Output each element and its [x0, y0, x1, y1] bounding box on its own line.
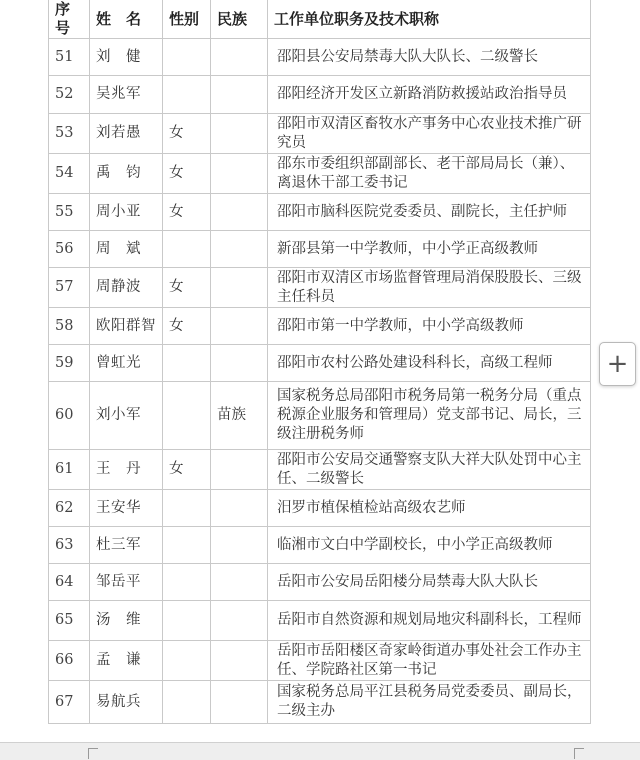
cell-job: 邵阳市双清区市场监督管理局消保股股长、三级主任科员	[268, 268, 591, 308]
cell-ethnicity: 苗族	[211, 382, 268, 450]
cell-job: 邵阳市脑科医院党委委员、副院长，主任护师	[268, 194, 591, 231]
cell-number: 51	[49, 39, 90, 76]
cell-ethnicity	[211, 231, 268, 268]
header-ethnicity: 民族	[211, 0, 268, 39]
cell-job: 岳阳市公安局岳阳楼分局禁毒大队大队长	[268, 564, 591, 601]
cell-number: 55	[49, 194, 90, 231]
cell-gender	[163, 382, 211, 450]
table-row	[49, 268, 591, 308]
table-row	[49, 601, 591, 641]
cell-gender: 女	[163, 194, 211, 231]
cell-name: 刘小军	[90, 382, 163, 450]
cell-name: 汤 维	[90, 601, 163, 641]
table-row	[49, 76, 591, 114]
page-corner-mark-right	[574, 748, 584, 759]
cell-number: 65	[49, 601, 90, 641]
cell-job: 临湘市文白中学副校长，中小学正高级教师	[268, 527, 591, 564]
cell-gender: 女	[163, 154, 211, 194]
cell-job: 国家税务总局平江县税务局党委委员、副局长，二级主办	[268, 681, 591, 724]
cell-ethnicity	[211, 194, 268, 231]
cell-ethnicity	[211, 268, 268, 308]
cell-name: 吴兆军	[90, 76, 163, 114]
add-button[interactable]	[599, 342, 636, 386]
cell-number: 54	[49, 154, 90, 194]
cell-number: 60	[49, 382, 90, 450]
cell-number: 67	[49, 681, 90, 724]
cell-number: 58	[49, 308, 90, 345]
cell-ethnicity	[211, 490, 268, 527]
cell-ethnicity	[211, 76, 268, 114]
cell-gender	[163, 490, 211, 527]
member-table	[48, 0, 591, 724]
table-row	[49, 194, 591, 231]
table-row	[49, 490, 591, 527]
cell-number: 62	[49, 490, 90, 527]
cell-job: 邵阳经济开发区立新路消防救援站政治指导员	[268, 76, 591, 114]
cell-number: 61	[49, 450, 90, 490]
cell-name: 王安华	[90, 490, 163, 527]
cell-gender: 女	[163, 114, 211, 154]
table-row	[49, 154, 591, 194]
header-name: 姓 名	[90, 0, 163, 39]
cell-gender	[163, 527, 211, 564]
cell-gender	[163, 345, 211, 382]
cell-name: 易航兵	[90, 681, 163, 724]
cell-number: 66	[49, 641, 90, 681]
cell-ethnicity	[211, 601, 268, 641]
cell-ethnicity	[211, 39, 268, 76]
cell-job: 岳阳市自然资源和规划局地灾科副科长，工程师	[268, 601, 591, 641]
cell-number: 64	[49, 564, 90, 601]
cell-number: 52	[49, 76, 90, 114]
cell-gender: 女	[163, 268, 211, 308]
cell-name: 周静波	[90, 268, 163, 308]
cell-ethnicity	[211, 154, 268, 194]
plus-icon: +	[606, 349, 629, 379]
table-row	[49, 527, 591, 564]
cell-gender	[163, 641, 211, 681]
cell-job: 邵阳市第一中学教师，中小学高级教师	[268, 308, 591, 345]
table-row	[49, 564, 591, 601]
cell-gender	[163, 231, 211, 268]
cell-ethnicity	[211, 450, 268, 490]
cell-number: 56	[49, 231, 90, 268]
cell-gender	[163, 564, 211, 601]
cell-name: 周 斌	[90, 231, 163, 268]
table-header-row	[49, 0, 591, 39]
cell-gender: 女	[163, 308, 211, 345]
cell-number: 57	[49, 268, 90, 308]
cell-gender: 女	[163, 450, 211, 490]
cell-ethnicity	[211, 681, 268, 724]
cell-name: 禹 钧	[90, 154, 163, 194]
cell-number: 53	[49, 114, 90, 154]
header-gender: 性别	[163, 0, 211, 39]
cell-ethnicity	[211, 114, 268, 154]
cell-ethnicity	[211, 345, 268, 382]
header-job: 工作单位职务及技术职称	[268, 0, 591, 39]
cell-ethnicity	[211, 641, 268, 681]
cell-number: 59	[49, 345, 90, 382]
cell-job: 岳阳市岳阳楼区奇家岭街道办事处社会工作办主任、学院路社区第一书记	[268, 641, 591, 681]
cell-job: 邵阳县公安局禁毒大队大队长、二级警长	[268, 39, 591, 76]
page-corner-mark-left	[88, 748, 98, 759]
table-row	[49, 450, 591, 490]
cell-ethnicity	[211, 308, 268, 345]
cell-name: 欧阳群智	[90, 308, 163, 345]
cell-name: 杜三军	[90, 527, 163, 564]
cell-job: 汨罗市植保植检站高级农艺师	[268, 490, 591, 527]
cell-job: 邵东市委组织部副部长、老干部局局长（兼）、离退休干部工委书记	[268, 154, 591, 194]
cell-job: 邵阳市农村公路处建设科科长，高级工程师	[268, 345, 591, 382]
cell-number: 63	[49, 527, 90, 564]
cell-job: 邵阳市双清区畜牧水产事务中心农业技术推广研究员	[268, 114, 591, 154]
cell-name: 周小亚	[90, 194, 163, 231]
cell-job: 国家税务总局邵阳市税务局第一税务分局（重点税源企业服务和管理局）党支部书记、局长，三级注册税务师	[268, 382, 591, 450]
cell-ethnicity	[211, 527, 268, 564]
cell-name: 王 丹	[90, 450, 163, 490]
table-row	[49, 114, 591, 154]
table-row	[49, 681, 591, 724]
cell-job: 新邵县第一中学教师，中小学正高级教师	[268, 231, 591, 268]
cell-gender	[163, 601, 211, 641]
cell-ethnicity	[211, 564, 268, 601]
member-table-container	[48, 0, 590, 724]
cell-gender	[163, 681, 211, 724]
cell-name: 曾虹光	[90, 345, 163, 382]
table-row	[49, 382, 591, 450]
table-row	[49, 345, 591, 382]
table-row	[49, 39, 591, 76]
header-number: 序号	[49, 0, 90, 39]
cell-name: 刘若愚	[90, 114, 163, 154]
cell-name: 孟 谦	[90, 641, 163, 681]
cell-name: 刘 健	[90, 39, 163, 76]
cell-name: 邹岳平	[90, 564, 163, 601]
cell-job: 邵阳市公安局交通警察支队大祥大队处罚中心主任、二级警长	[268, 450, 591, 490]
table-row	[49, 308, 591, 345]
table-row	[49, 641, 591, 681]
table-row	[49, 231, 591, 268]
cell-gender	[163, 76, 211, 114]
cell-gender	[163, 39, 211, 76]
